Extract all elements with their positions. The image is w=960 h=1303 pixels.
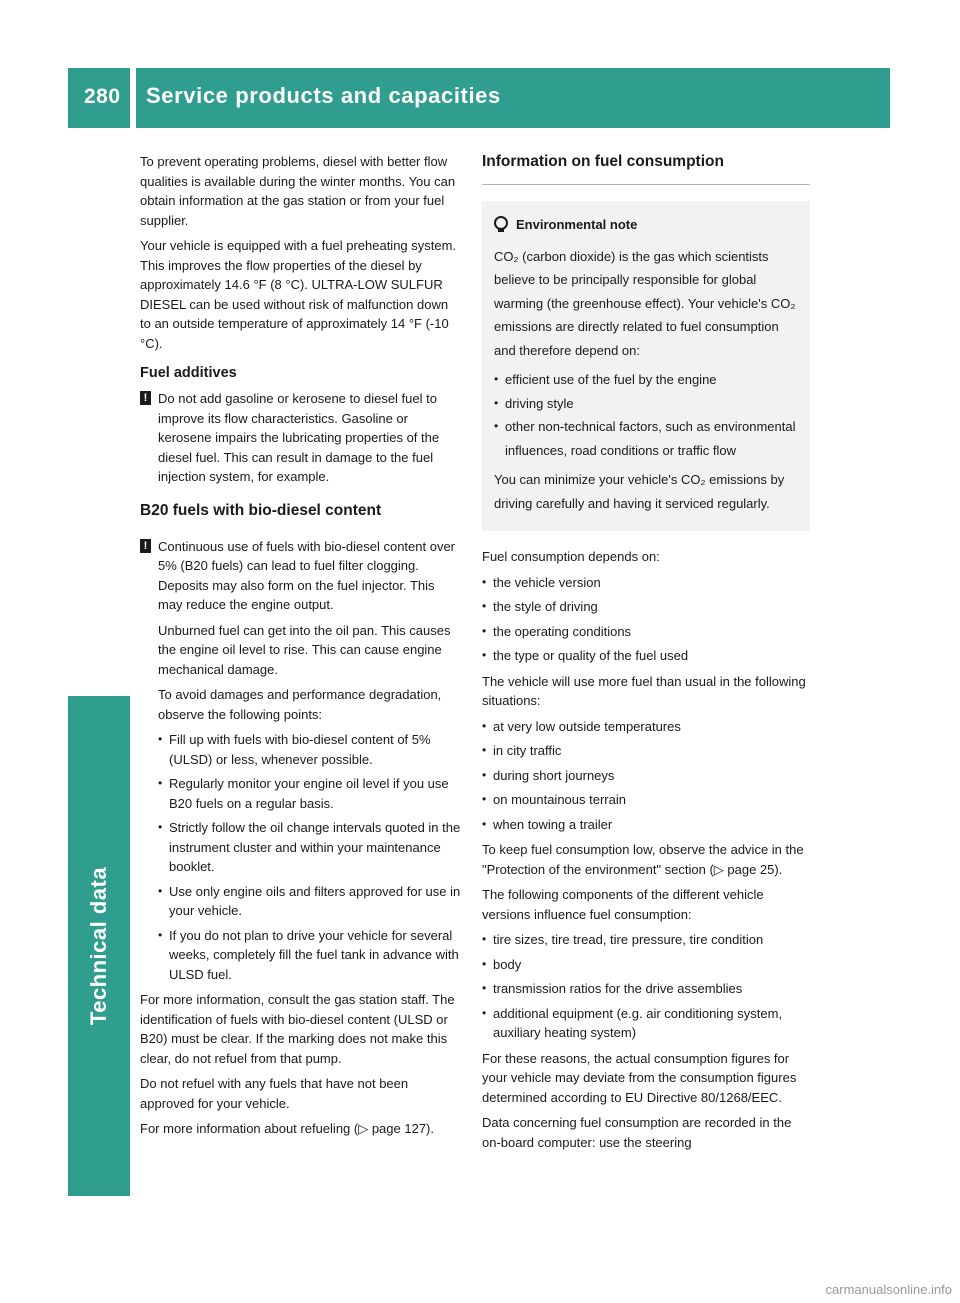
heading-b20-fuels: B20 fuels with bio-diesel content <box>140 501 382 519</box>
page-number: 280 <box>84 85 121 108</box>
list-item: • the type or quality of the fuel used <box>482 646 810 666</box>
page-title: Service products and capacities <box>146 83 501 108</box>
warning-list <box>158 730 462 984</box>
paragraph: You can minimize your vehicle's CO₂ emissions by driving carefully and having it serviced regularly. <box>494 472 785 511</box>
list-item: • the vehicle version <box>482 573 810 593</box>
list <box>482 573 810 666</box>
list <box>482 717 810 835</box>
list-item: • efficient use of the fuel by the engine <box>494 368 798 392</box>
list-item: • Use only engine oils and filters approved for use in your vehicle. <box>158 882 462 921</box>
list-item: • the style of driving <box>482 597 810 617</box>
list-item: • body <box>482 955 810 975</box>
heading-fuel-additives: Fuel additives <box>140 365 237 381</box>
list-item: • Regularly monitor your engine oil level if you use B20 fuels on a regular basis. <box>158 774 462 813</box>
list-item: • in city traffic <box>482 741 810 761</box>
warning-icon: ! <box>140 391 151 405</box>
section-label: Technical data <box>86 866 111 1026</box>
env-list <box>494 368 798 462</box>
warning-note <box>140 537 462 985</box>
environmental-note-title: Environmental note <box>516 217 638 232</box>
list-item: • Strictly follow the oil change intervals quoted in the instrument cluster and within your maintenance booklet. <box>158 818 462 877</box>
list-item: • driving style <box>494 392 798 416</box>
paragraph: For more information, consult the gas station staff. The identification of fuels with bio-diesel content (ULSD or B20) must be clear. If the marking does not make this clear, do not refuel from that pump. <box>140 992 455 1066</box>
list-item: • Fill up with fuels with bio-diesel content of 5% (ULSD) or less, whenever possible. <box>158 730 462 769</box>
environmental-note-box <box>482 201 810 531</box>
list-item: • when towing a trailer <box>482 815 810 835</box>
paragraph: Fuel consumption depends on: <box>482 549 660 564</box>
list-item: • on mountainous terrain <box>482 790 810 810</box>
heading-fuel-consumption: Information on fuel consumption <box>482 152 810 185</box>
paragraph: CO₂ (carbon dioxide) is the gas which scientists believe to be principally responsible for global warming (the greenhouse effect). Your vehicle's CO₂ emissions are directly related to fuel consumption and therefore depend on: <box>494 248 796 358</box>
warning-note <box>140 389 462 487</box>
list-item: • additional equipment (e.g. air conditioning system, auxiliary heating system) <box>482 1004 810 1043</box>
warning-text: Unburned fuel can get into the oil pan. This causes the engine oil level to rise. This can cause engine mechanical damage. <box>158 622 451 677</box>
list-item: • during short journeys <box>482 766 810 786</box>
section-side-tab <box>68 696 130 1196</box>
list-item: • at very low outside temperatures <box>482 717 810 737</box>
list-item: • the operating conditions <box>482 622 810 642</box>
list-item: • tire sizes, tire tread, tire pressure, tire condition <box>482 930 810 950</box>
paragraph: The following components of the different vehicle versions influence fuel consumption: <box>482 887 764 922</box>
light-bulb-icon <box>494 216 508 230</box>
page-reference-link[interactable]: For more information about refueling (▷ page 127). <box>140 1121 434 1136</box>
list <box>482 930 810 1043</box>
header-divider <box>130 68 136 128</box>
paragraph: Data concerning fuel consumption are recorded in the on-board computer: use the steering <box>482 1115 792 1150</box>
warning-icon: ! <box>140 539 151 553</box>
paragraph: To prevent operating problems, diesel with better flow qualities is available during the winter months. You can obtain information at the gas station or from your fuel supplier. <box>140 154 456 228</box>
environmental-note-header <box>494 213 798 237</box>
list-item: • other non-technical factors, such as environmental influences, road conditions or traffic flow <box>494 415 798 462</box>
page-reference-link[interactable]: To keep fuel consumption low, observe the advice in the "Protection of the environment" section (▷ page 25). <box>482 842 804 877</box>
page-header <box>68 68 890 128</box>
right-column <box>482 152 810 1158</box>
paragraph: Do not refuel with any fuels that have not been approved for your vehicle. <box>140 1076 409 1111</box>
left-column <box>140 152 462 1145</box>
list-item: • transmission ratios for the drive assemblies <box>482 979 810 999</box>
warning-text: To avoid damages and performance degradation, observe the following points: <box>158 687 442 722</box>
list-item: • If you do not plan to drive your vehicle for several weeks, completely fill the fuel tank in advance with ULSD fuel. <box>158 926 462 985</box>
warning-text: Continuous use of fuels with bio-diesel content over 5% (B20 fuels) can lead to fuel filter clogging. Deposits may also form on the fuel injector. This may reduce the engine output. <box>158 538 456 612</box>
warning-text: Do not add gasoline or kerosene to diesel fuel to improve its flow characteristics. Gasoline or kerosene impairs the lubricating properties of the diesel fuel. This can result in damage to the fuel injection system, for example. <box>158 391 440 484</box>
paragraph: The vehicle will use more fuel than usual in the following situations: <box>482 673 806 708</box>
watermark-link[interactable]: carmanualsonline.info <box>825 1282 952 1297</box>
paragraph: For these reasons, the actual consumption figures for your vehicle may deviate from the consumption figures determined according to EU Directive 80/1268/EEC. <box>482 1050 797 1105</box>
paragraph: Your vehicle is equipped with a fuel preheating system. This improves the flow properties of the diesel by approximately 14.6 °F (8 °C). ULTRA-LOW SULFUR DIESEL can be used without risk of malfunction down to an outside temperature of approximately 14 °F (-10 °C). <box>140 238 457 351</box>
